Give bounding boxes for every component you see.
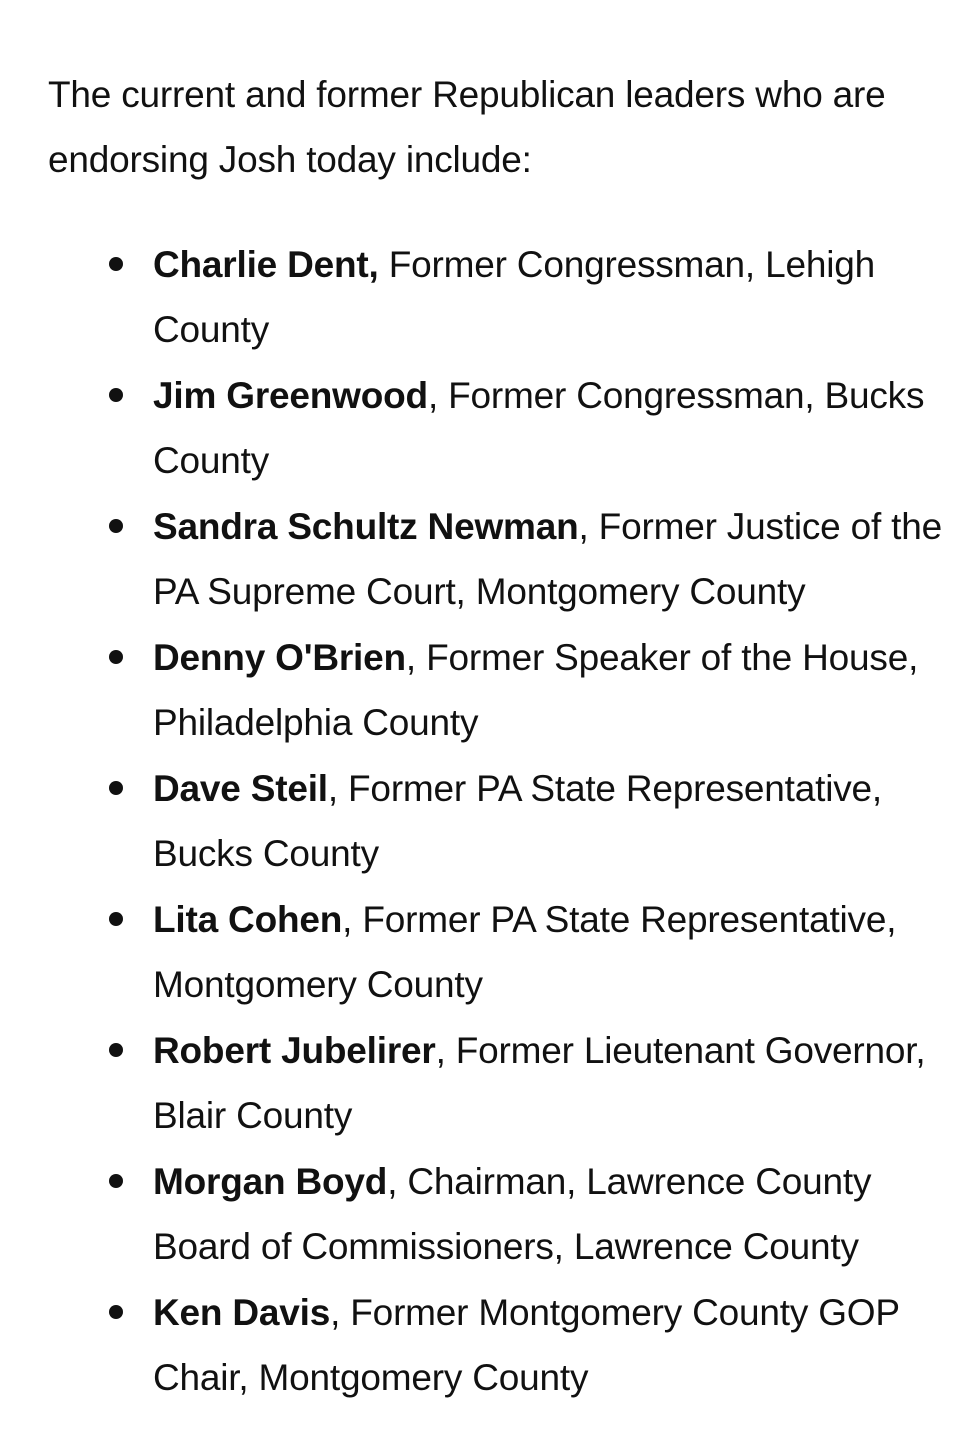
bullet-icon: [109, 1043, 123, 1057]
list-item: [0, 363, 973, 493]
list-item: [0, 1149, 973, 1279]
endorser-name: Lita Cohen: [153, 899, 343, 940]
endorser-title: , Former Montgomery County GOP Chair, Montgomery County: [153, 1292, 900, 1398]
endorser-title: , Former Congressman, Bucks County: [153, 375, 925, 481]
endorser-title: , Chairman, Lawrence County Board of Commissioners, Lawrence County: [153, 1161, 872, 1267]
endorser-name: Morgan Boyd: [153, 1161, 388, 1202]
list-item: [0, 1018, 973, 1148]
endorser-title: , Former Justice of the PA Supreme Court, Montgomery County: [153, 506, 942, 612]
endorser-title: , Former Lieutenant Governor, Blair County: [153, 1030, 926, 1136]
bullet-icon: [109, 388, 123, 402]
endorser-title: Former Congressman, Lehigh County: [153, 244, 876, 350]
list-item: [0, 756, 973, 886]
list-item: [0, 625, 973, 755]
list-item: [0, 494, 973, 624]
endorsement-list: [0, 232, 980, 1411]
endorser-name: Charlie Dent,: [153, 244, 379, 285]
bullet-icon: [109, 912, 123, 926]
bullet-icon: [109, 519, 123, 533]
endorser-name: Dave Steil: [153, 768, 328, 809]
endorser-name: Robert Jubelirer: [153, 1030, 436, 1071]
endorser-title: , Former PA State Representative, Bucks County: [153, 768, 883, 874]
list-item: [0, 1280, 973, 1410]
endorser-title: , Former PA State Representative, Montgomery County: [153, 899, 897, 1005]
endorser-name: Sandra Schultz Newman: [153, 506, 579, 547]
intro-paragraph: The current and former Republican leaders who are endorsing Josh today include:: [48, 74, 886, 180]
endorser-title: , Former Speaker of the House, Philadelphia County: [153, 637, 919, 743]
list-item: [0, 887, 973, 1017]
endorser-name: Denny O'Brien: [153, 637, 406, 678]
bullet-icon: [109, 257, 123, 271]
bullet-icon: [109, 781, 123, 795]
list-item: [0, 232, 973, 362]
endorser-name: Jim Greenwood: [153, 375, 428, 416]
bullet-icon: [109, 650, 123, 664]
bullet-icon: [109, 1305, 123, 1319]
bullet-icon: [109, 1174, 123, 1188]
endorser-name: Ken Davis: [153, 1292, 331, 1333]
